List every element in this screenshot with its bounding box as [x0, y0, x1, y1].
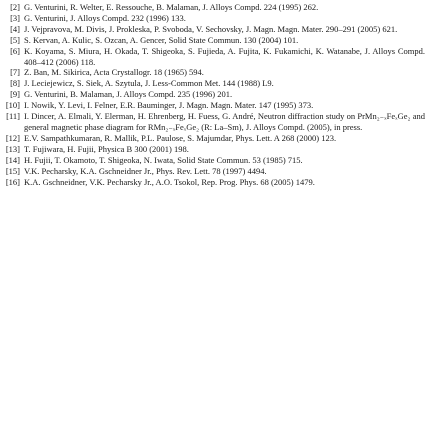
reference-item — [2, 2, 425, 13]
reference-number: [11] — [6, 111, 20, 122]
reference-item — [2, 67, 425, 78]
reference-item — [2, 89, 425, 100]
reference-item — [2, 100, 425, 111]
reference-item — [2, 13, 425, 24]
reference-text: G. Venturini, J. Alloys Compd. 232 (1996) 133. — [24, 12, 186, 23]
reference-number: [8] — [10, 78, 20, 89]
reference-item — [2, 46, 425, 68]
reference-item — [2, 177, 425, 188]
reference-text: K. Koyama, S. Miura, H. Okada, T. Shigeoka, S. Fujieda, A. Fujita, K. Fukamichi, K. Watanabe, J. Alloys Compd. 408–412 (2006) 118. — [24, 45, 425, 67]
reference-item — [2, 35, 425, 46]
reference-text: I. Nowik, Y. Levi, I. Felner, E.R. Bauminger, J. Magn. Magn. Mater. 147 (1995) 373. — [24, 100, 314, 111]
reference-text: G. Venturini, B. Malaman, J. Alloys Compd. 235 (1996) 201. — [24, 89, 233, 100]
reference-text: V.K. Pecharsky, K.A. Gschneidner Jr., Phys. Rev. Lett. 78 (1997) 4494. — [24, 165, 267, 176]
reference-number: [9] — [10, 89, 20, 100]
reference-item — [2, 166, 425, 177]
reference-number: [5] — [10, 34, 20, 45]
reference-text: S. Kervan, A. Kulic, S. Ozcan, A. Gencer, Solid State Commun. 130 (2004) 101. — [24, 34, 299, 45]
reference-item — [2, 111, 425, 133]
reference-text: Z. Ban, M. Sikirica, Acta Crystallogr. 18 (1965) 594. — [24, 67, 204, 78]
reference-number: [15] — [5, 165, 20, 176]
reference-number: [7] — [10, 67, 20, 78]
reference-text: G. Venturini, R. Welter, E. Ressouche, B. Malaman, J. Alloys Compd. 224 (1995) 262. — [24, 2, 319, 12]
reference-number: [10] — [5, 100, 20, 111]
reference-number: [16] — [5, 176, 20, 187]
reference-item — [2, 24, 425, 35]
reference-item — [2, 133, 425, 144]
reference-text: E.V. Sampathkumaran, R. Mallik, P.L. Paulose, S. Majumdar, Phys. Lett. A 268 (2000) 123. — [24, 132, 337, 143]
reference-number: [4] — [10, 23, 20, 34]
reference-number: [12] — [5, 132, 20, 143]
reference-list — [2, 2, 425, 187]
reference-number: [13] — [5, 143, 20, 154]
reference-item — [2, 78, 425, 89]
reference-number: [3] — [10, 12, 20, 23]
reference-text: I. Dincer, A. Elmali, Y. Elerman, H. Ehrenberg, H. Fuess, G. André, Neutron diffraction study on PrMn₂₋ₓFeₓGe₂ and general magnetic phase diagram for RMn₂₋ₓFeₓGe₂ (R: La–Sm), J. Alloys Compd. (2005), in press. — [24, 111, 425, 132]
reference-item — [2, 155, 425, 166]
reference-text: J. Leciejewicz, S. Siek, A. Szytula, J. Less-Common Met. 144 (1988) L9. — [24, 78, 274, 89]
reference-text: H. Fujii, T. Okamoto, T. Shigeoka, N. Iwata, Solid State Commun. 53 (1985) 715. — [24, 154, 303, 165]
reference-number: [2] — [10, 2, 20, 12]
reference-text: K.A. Gschneidner, V.K. Pecharsky Jr., A.O. Tsokol, Rep. Prog. Phys. 68 (2005) 1479. — [24, 176, 315, 187]
reference-number: [14] — [5, 154, 20, 165]
reference-item — [2, 144, 425, 155]
reference-number: [6] — [10, 45, 20, 56]
reference-text: T. Fujiwara, H. Fujii, Physica B 300 (2001) 198. — [24, 143, 189, 154]
reference-text: J. Vejpravova, M. Divis, J. Prokleska, P. Svoboda, V. Sechovsky, J. Magn. Magn. Mater. 290–291 (2005) 621. — [24, 23, 398, 34]
